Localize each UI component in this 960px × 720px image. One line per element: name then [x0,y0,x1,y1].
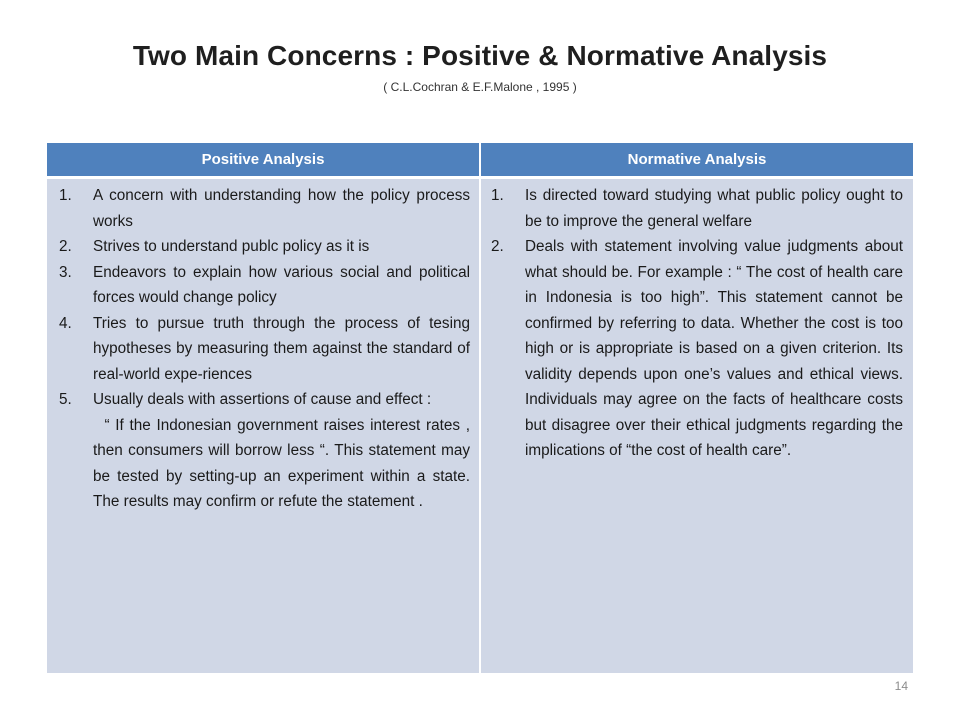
list-item [59,260,470,311]
list-text: Usually deals with assertions of cause and effect : [93,391,432,408]
list-text: Strives to understand publc policy as it is [93,238,370,255]
list-number: 1. [59,187,72,204]
header-normative-analysis: Normative Analysis [481,143,913,176]
normative-analysis-cell [491,183,903,464]
list-item [491,234,903,464]
column-divider [479,143,481,673]
list-number: 2. [59,238,72,255]
positive-analysis-cell [59,183,470,515]
list-text: A concern with understanding how the policy process works [93,187,470,230]
list-item [59,183,470,234]
example-quote: “ If the Indonesian government raises interest rates , then consumers will borrow less “. This statement may be tested by setting-up an experiment within a state. The results may confirm or refute the statement . [93,416,470,510]
list-item [59,311,470,388]
list-text: Is directed toward studying what public policy ought to be to improve the general welfare [525,187,903,230]
list-text: Deals with statement involving value judgments about what should be. For example : “ The cost of health care in Indonesia is too high”. This statement cannot be confirmed by referring to data. Whether the cost is too high or is appropriate is based on a given criterion. Its validity depends upon one’s values and ethical views. Individuals may agree on the facts of healthcare costs but disagree over their ethical judgments regarding the implications of “the cost of health care”. [525,238,903,459]
list-text: Tries to pursue truth through the process of tesing hypotheses by measuring them against the standard of real-world expe-riences [93,314,470,383]
slide-title: Two Main Concerns : Positive & Normative Analysis [132,40,828,71]
list-number: 3. [59,263,72,281]
list-item [59,234,470,260]
list-item [491,183,903,234]
page-number: 14 [894,679,908,693]
normative-list [491,183,903,464]
list-number: 1. [491,187,504,204]
list-number: 4. [59,314,72,332]
positive-list [59,183,470,413]
comparison-table [47,143,913,673]
list-item [59,387,470,413]
list-text: Endeavors to explain how various social and political forces would change policy [93,263,470,306]
header-positive-analysis: Positive Analysis [47,143,479,176]
list-number: 5. [59,391,72,408]
list-number: 2. [491,238,504,255]
slide-subtitle: ( C.L.Cochran & E.F.Malone , 1995 ) [383,80,577,94]
